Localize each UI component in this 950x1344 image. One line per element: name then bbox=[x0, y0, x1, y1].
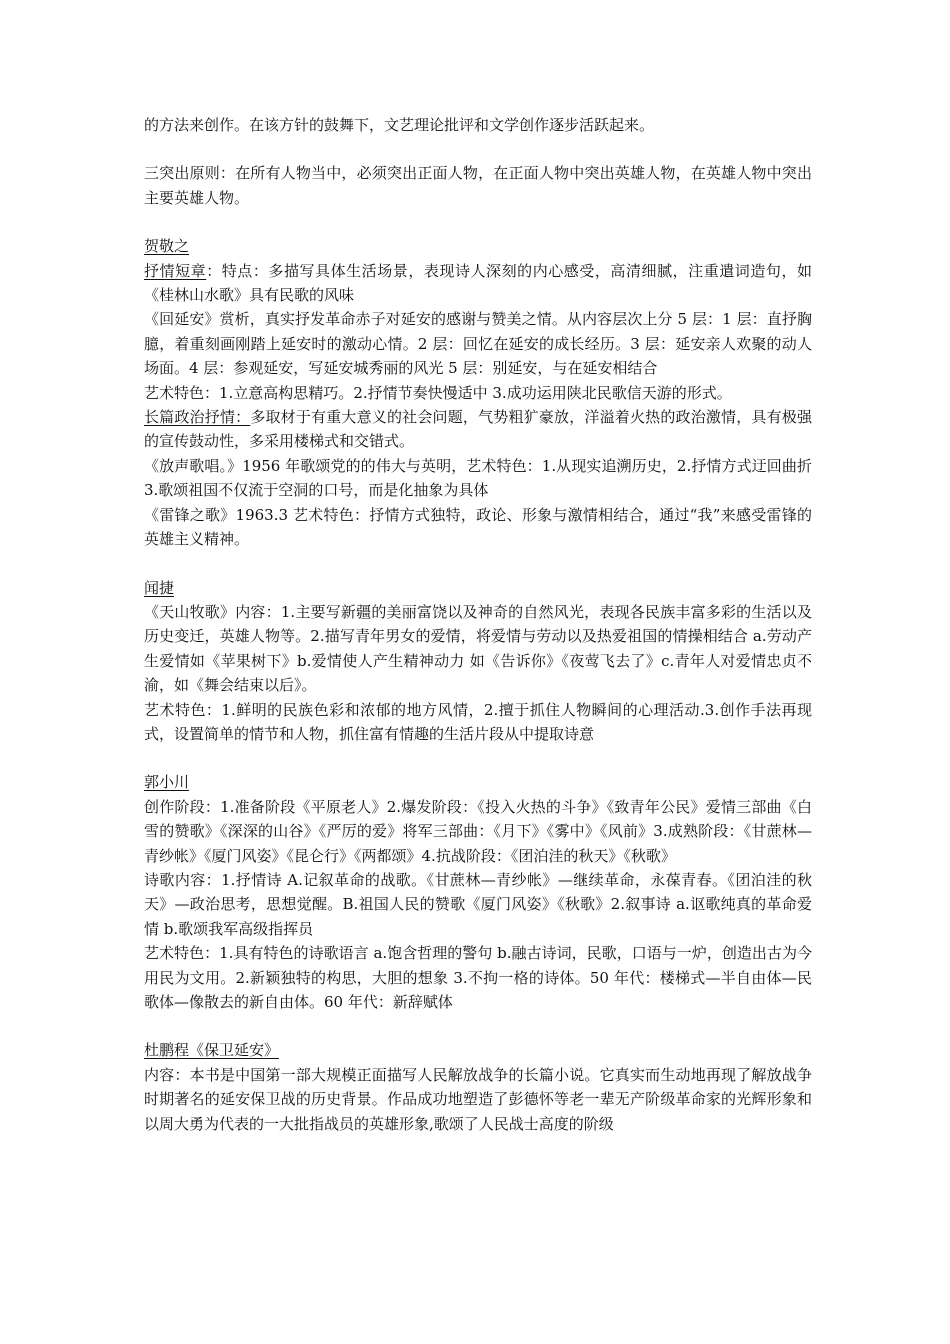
section-du-pengcheng bbox=[144, 1038, 812, 1136]
section-heading-he-jingzhi: 贺敬之 bbox=[144, 237, 190, 256]
short-lyric-paragraph bbox=[144, 259, 812, 308]
fangsheng-gechang-paragraph: 《放声歌唱。》1956 年歌颂党的的伟大与英明，艺术特色：1.从现实追溯历史，2.抒情方式迂回曲折 3.歌颂祖国不仅流于空洞的口号，而是化抽象为具体 bbox=[144, 456, 812, 500]
leifeng-paragraph: 《雷锋之歌》1963.3 艺术特色：抒情方式独特，政论、形象与激情相结合，通过“我”来感受雷锋的英雄主义精神。 bbox=[144, 505, 812, 549]
section-wen-jie bbox=[144, 576, 812, 747]
intro-paragraph: 的方法来创作。在该方针的鼓舞下，文艺理论批评和文学创作逐步活跃起来。 bbox=[144, 116, 655, 134]
term-long-political-lyric: 长篇政治抒情： bbox=[144, 408, 251, 427]
short-lyric-text: ：特点：多描写具体生活场景，表现诗人深刻的内心感受，高清细腻，注重遣词造句，如《桂林山水歌》具有民歌的风味 bbox=[144, 261, 812, 305]
creation-stages-paragraph: 创作阶段：1.准备阶段《平原老人》2.爆发阶段：《投入火热的斗争》《致青年公民》爱情三部曲《白雪的赞歌》《深深的山谷》《严厉的爱》将军三部曲：《月下》《雾中》《风前》3.成熟阶段：《甘蔗林—青纱帐》《厦门风姿》《昆仑行》《两都颂》4.抗战阶段：《团泊洼的秋天》《秋歌》 bbox=[144, 797, 812, 865]
wen-jie-art-paragraph: 艺术特色：1.鲜明的民族色彩和浓郁的地方风情，2.擅于抓住人物瞬间的心理活动.3.创作手法再现式，设置简单的情节和人物，抓住富有情趣的生活片段从中提取诗意 bbox=[144, 700, 812, 743]
section-he-jingzhi bbox=[144, 234, 812, 551]
long-political-lyric-paragraph bbox=[144, 405, 812, 454]
three-prominences-paragraph: 三突出原则：在所有人物当中，必须突出正面人物，在正面人物中突出英雄人物，在英雄人物中突出主要英雄人物。 bbox=[144, 164, 812, 207]
tianshan-paragraph: 《天山牧歌》内容：1.主要写新疆的美丽富饶以及神奇的自然风光，表现各民族丰富多彩的生活以及历史变迁，英雄人物等。2.描写青年男女的爱情，将爱情与劳动以及热爱祖国的情操相结合 a.劳动产生爱情如《苹果树下》b.爱情使人产生精神动力 如《告诉你》《夜莺飞去了》c.青年人对爱情忠贞不渝，如《舞会结束以后》。 bbox=[144, 602, 812, 695]
hui-yanan-paragraph: 《回延安》赏析，真实抒发革命赤子对延安的感谢与赞美之情。从内容层次上分 5 层：1 层：直抒胸臆，着重刻画刚踏上延安时的激动心情。2 层：回忆在延安的成长经历。3 层：延安亲人欢聚的动人场面。4 层：参观延安，写延安城秀丽的风光 5 层：别延安，与在延安相结合 bbox=[144, 310, 812, 378]
art-features-paragraph: 艺术特色：1.立意高构思精巧。2.抒情节奏快慢适中 3.成功运用陕北民歌信天游的形式。 bbox=[144, 383, 732, 402]
term-short-lyric: 抒情短章 bbox=[144, 261, 207, 280]
baowei-yanan-paragraph: 内容：本书是中国第一部大规模正面描写人民解放战争的长篇小说。它真实而生动地再现了解放战争时期著名的延安保卫战的历史背景。作品成功地塑造了彭德怀等老一辈无产阶级革命家的光辉形象和以周大勇为代表的一大批指战员的英雄形象,歌颂了人民战士高度的阶级 bbox=[144, 1065, 812, 1133]
poetry-content-paragraph: 诗歌内容：1.抒情诗 A.记叙革命的战歌。《甘蔗林—青纱帐》—继续革命，永葆青春。《团泊洼的秋天》—政治思考，思想觉醒。B.祖国人民的赞歌《厦门风姿》《秋歌》2.叙事诗 a.讴歌纯真的革命爱情 b.歌颂我军高级指挥员 bbox=[144, 870, 812, 938]
document-body bbox=[144, 113, 812, 1136]
section-heading-guo-xiaochuan: 郭小川 bbox=[144, 773, 190, 792]
section-heading-du-pengcheng: 杜鹏程《保卫延安》 bbox=[144, 1041, 280, 1060]
guo-art-paragraph: 艺术特色：1.具有特色的诗歌语言 a.饱含哲理的警句 b.融古诗词，民歌，口语与一炉，创造出古为今用民为文用。2.新颖独特的构思，大胆的想象 3.不拘一格的诗体。50 年代：楼梯式—半自由体—民歌体—像散去的新自由体。60 年代：新辞赋体 bbox=[144, 944, 812, 1011]
section-heading-wen-jie: 闻捷 bbox=[144, 578, 175, 597]
section-guo-xiaochuan bbox=[144, 770, 812, 1014]
long-political-lyric-text: 多取材于有重大意义的社会问题，气势粗犷豪放，洋溢着火热的政治激情，具有极强的宣传鼓动性，多采用楼梯式和交错式。 bbox=[144, 408, 812, 451]
